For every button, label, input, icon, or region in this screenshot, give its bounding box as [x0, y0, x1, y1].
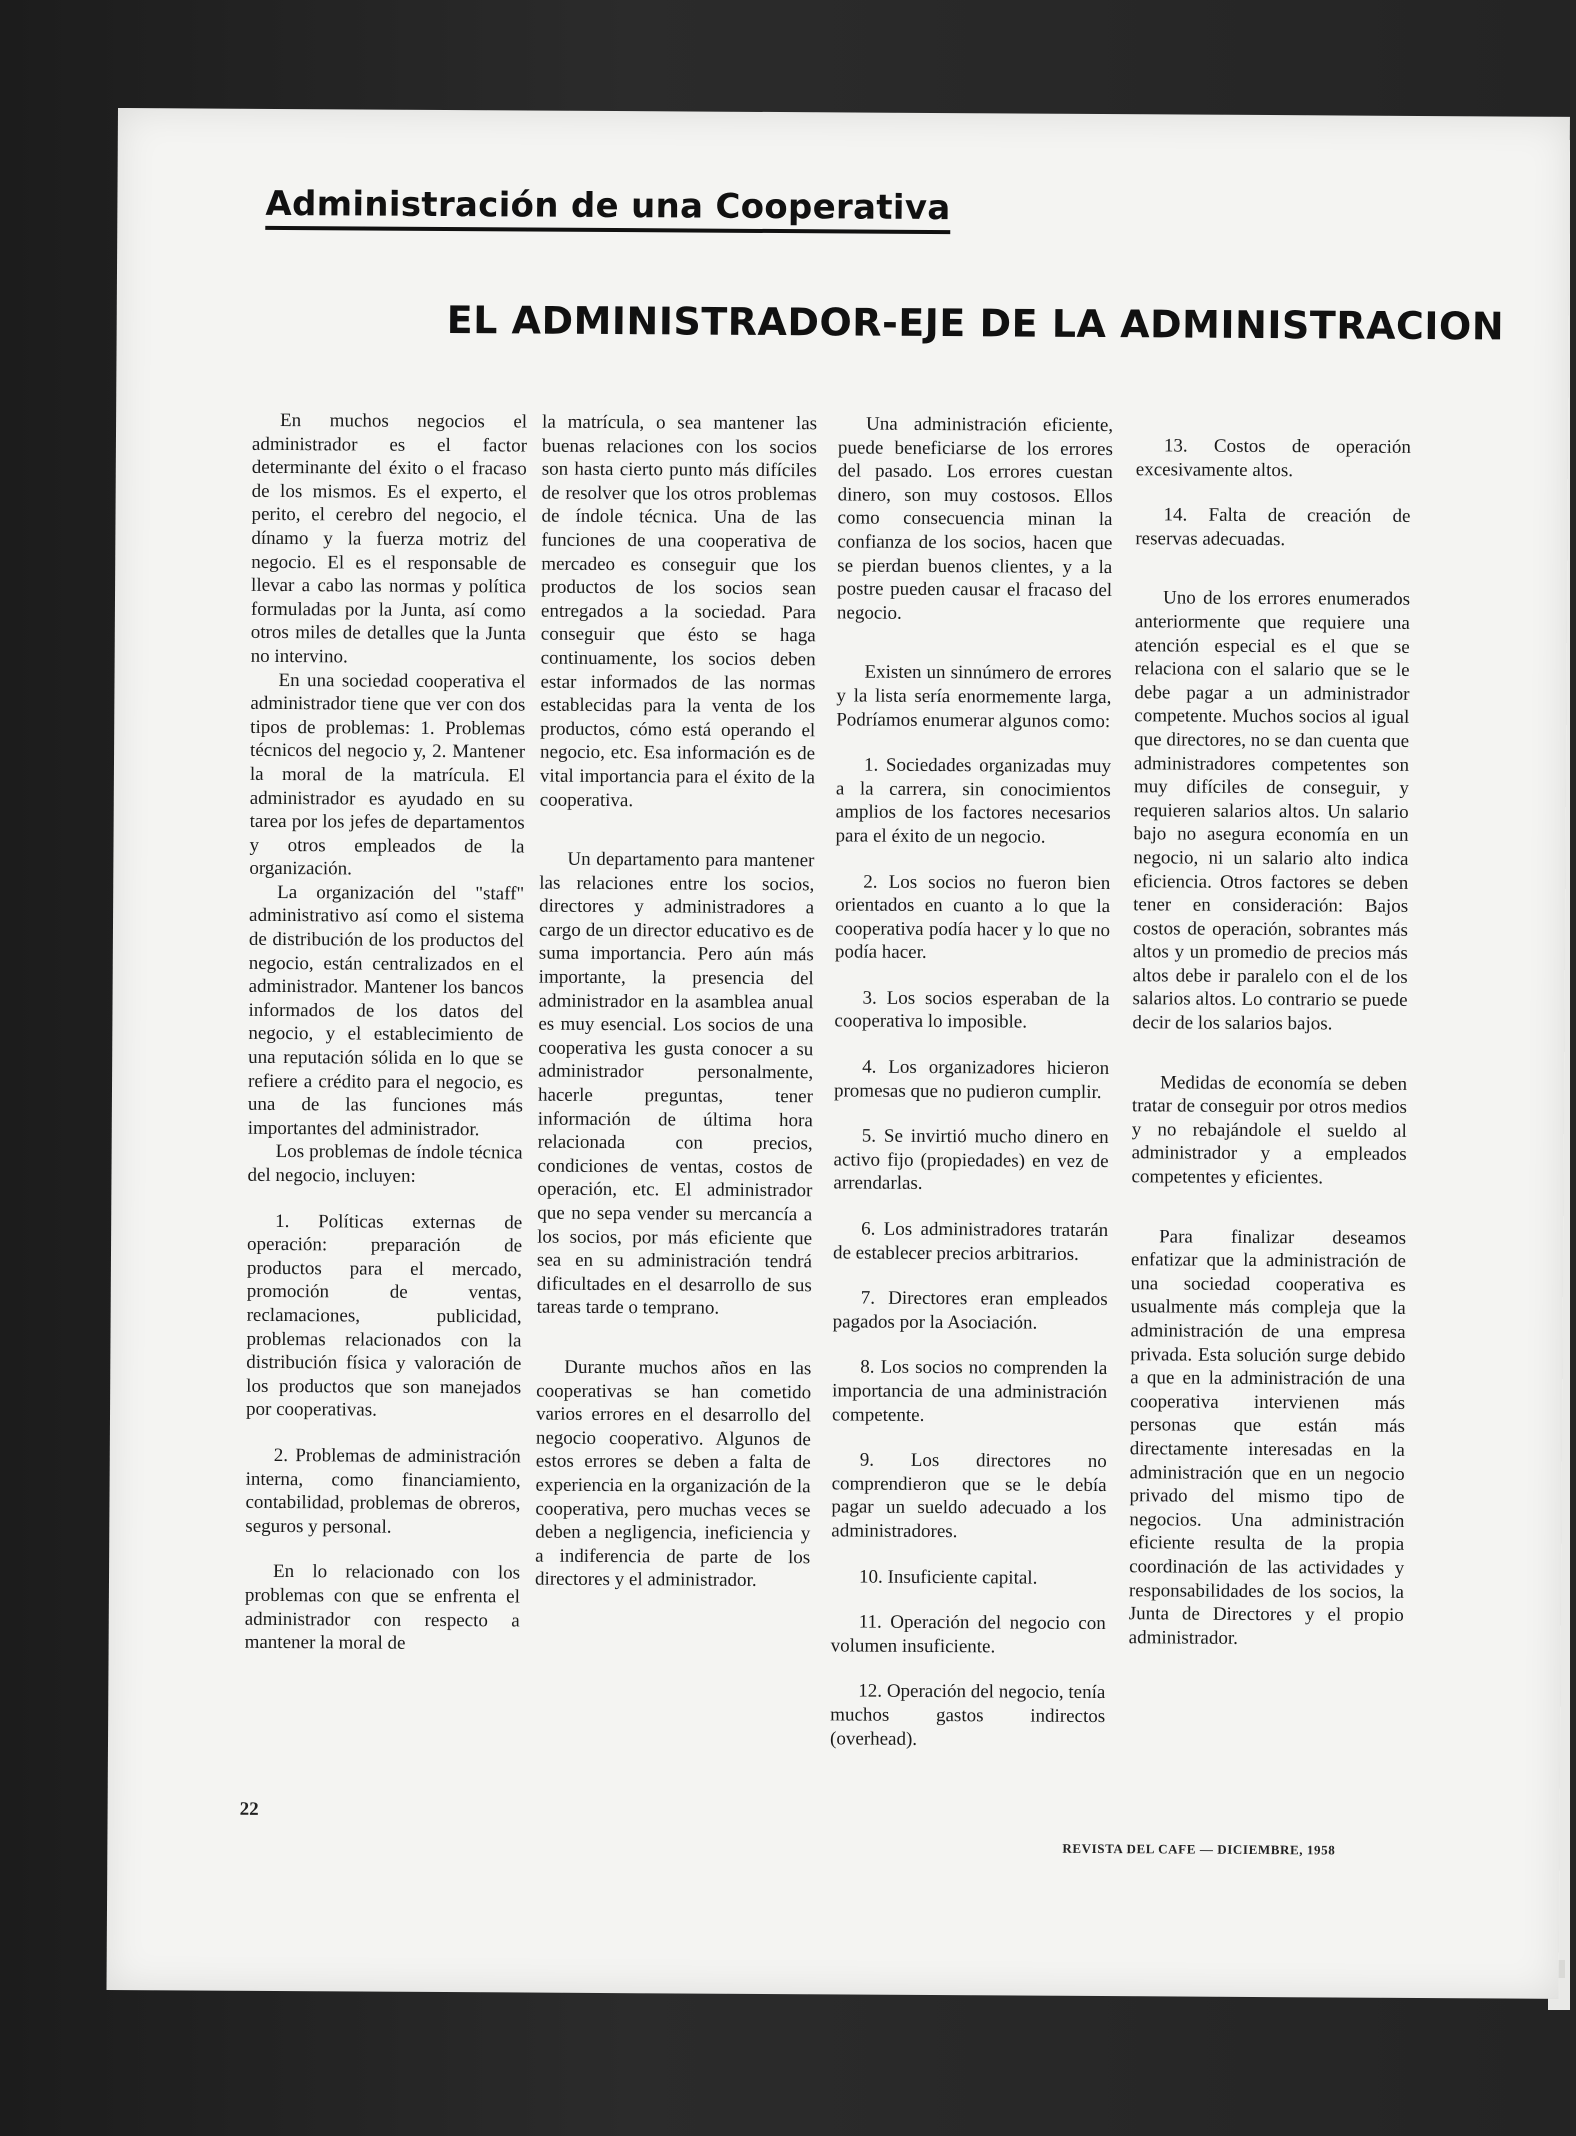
- page-number: 22: [239, 1798, 259, 1820]
- list-item: 4. Los organizadores hicieron promesas que no pudieron cumplir.: [833, 1056, 1110, 1103]
- paragraph: Existen un sinnúmero de errores y la lista sería enormemente larga, Podríamos enumerar algunos como:: [836, 661, 1112, 732]
- paragraph: Durante muchos años en las cooperativas se han cometido varios errores en el desarrollo del negocio cooperativo. Algunos de estos errores se deben a falta de experiencia en la organización de la cooperativa, pero muchas veces se deben a negligencia, ineficiencia y a indiferencia de parte de los directores y el administrador.: [534, 1356, 812, 1592]
- paragraph: Los problemas de índole técnica del negocio, incluyen:: [247, 1141, 523, 1187]
- list-item: 8. Los socios no comprenden la importancia de una administración competente.: [831, 1356, 1108, 1426]
- list-item: 2. Problemas de administración interna, como financiamiento, contabilidad, problemas de obreros, seguros y personal.: [245, 1444, 521, 1538]
- list-item: 7. Directores eran empleados pagados por la Asociación.: [832, 1287, 1108, 1334]
- article-column-2: [535, 411, 817, 1594]
- list-item: 1. Sociedades organizadas muy a la carrera, sin conocimientos amplios de los factores necesarios para el éxito de un negocio.: [835, 754, 1112, 848]
- article-column-3: [830, 412, 1113, 1752]
- paragraph: En una sociedad cooperativa el administrador tiene que ver con dos tipos de problemas: 1. Problemas técnicos del negocio y, 2. Mantener la moral de la matrícula. El administrador es ayudado en su tarea por los jefes de departamentos y otros empleados de la organización.: [249, 669, 526, 880]
- article-column-4: [1129, 414, 1412, 1651]
- paragraph: Medidas de economía se deben tratar de conseguir por otros medios y no rebajándole el sueldo al administrador y a empleados competentes y eficientes.: [1131, 1072, 1408, 1189]
- publication-footer: REVISTA DEL CAFE — DICIEMBRE, 1958: [1062, 1840, 1336, 1858]
- paragraph: En lo relacionado con los problemas con que se enfrenta el administrador con respecto a mantener la moral de: [244, 1561, 521, 1654]
- list-item: 1. Políticas externas de operación: preparación de productos para el mercado, promoción de ventas, reclamaciones, publicidad, problemas relacionados con la distribución física y valoración de los productos que son manejados por cooperativas.: [245, 1210, 523, 1421]
- list-item: 3. Los socios esperaban de la cooperativa lo imposible.: [834, 987, 1110, 1034]
- paragraph: La organización del "staff" administrativo así como el sistema de distribución de los productos del negocio, están centralizados en el administrador. Mantener los bancos informados de los datos del negocio, y el establecimiento de una reputación sólida en lo que se refiere a crédito para el negocio, es una de las funciones más importantes del administrador.: [247, 881, 525, 1141]
- article-column-1: [245, 409, 528, 1656]
- list-item: 2. Los socios no fueron bien orientados en cuanto a lo que la cooperativa podía hacer y lo que no podía hacer.: [834, 871, 1111, 964]
- list-item: 11. Operación del negocio con volumen insuficiente.: [830, 1611, 1106, 1658]
- list-item: 5. Se invirtió mucho dinero en activo fijo (propiedades) en vez de arrendarlas.: [833, 1125, 1109, 1195]
- list-item: 9. Los directores no comprendieron que se le debía pagar un sueldo adecuado a los administradores.: [831, 1449, 1107, 1543]
- list-item: 13. Costos de operación excesivamente altos.: [1135, 435, 1412, 481]
- section-heading: Administración de una Cooperativa: [265, 184, 950, 234]
- list-item: 12. Operación del negocio, tenía muchos gastos indirectos (overhead).: [829, 1680, 1106, 1750]
- paragraph: En muchos negocios el administrador es el factor determinante del éxito o el fracaso de los mismos. Es el experto, el perito, el cerebro del negocio, el dínamo y la fuerza motriz del negocio. El es el responsable de llevar a cabo las normas y política formuladas por la Junta, así como otros miles de detalles que la Junta no intervino.: [250, 409, 528, 668]
- list-item: 6. Los administradores tratarán de establecer precios arbitrarios.: [832, 1218, 1109, 1265]
- list-item: 10. Insuficiente capital.: [858, 1566, 1038, 1589]
- article-title: EL ADMINISTRADOR-EJE DE LA ADMINISTRACION: [446, 298, 1505, 349]
- magazine-page: [107, 108, 1570, 1999]
- paragraph: Uno de los errores enumerados anteriormente que requiere una atención especial es el que se relaciona con el salario que se le debe pagar a un administrador competente. Muchos socios al igual que directores, no se dan cuenta que administradores competentes son muy difíciles de conseguir, y requieren salarios altos. Un salario bajo no asegura economía en un negocio, ni un salario alto indica eficiencia. Otros factores se deben tener en consideración: Bajos costos de operación, sobrantes más altos y un promedio de precios más altos debe ir paralelo con el de los salarios altos. Lo contrario se puede decir de los salarios bajos.: [1132, 587, 1411, 1035]
- paragraph: la matrícula, o sea mantener las buenas relaciones con los socios son hasta cierto punto más difíciles de resolver que los otros problemas de índole técnica. Una de las funciones de una cooperativa de mercadeo es conseguir que los productos de los socios sean entregados a la sociedad. Para conseguir que ésto se haga continuamente, los socios deben estar informados de las normas establecidas para la venta de los productos, cómo está operando el negocio, etc. Esa información es de vital importancia para el éxito de la cooperativa.: [539, 411, 818, 811]
- paragraph: Una administración eficiente, puede beneficiarse de los errores del pasado. Los errores cuestan dinero, son muy costosos. Ellos como consecuencia minan la confianza de los socios, hacen que se pierdan buenos clientes, y a la postre pueden causar el fracaso del negocio.: [836, 413, 1114, 624]
- paragraph: Un departamento para mantener las relaciones entre los socios, directores y administradores a cargo de un director educativo es de suma importancia. Pero aún más importante, la presencia del administrador en la asamblea anual es muy esencial. Los socios de una cooperativa les gusta conocer a su administrador personalmente, hacerle preguntas, tener información de última hora relacionada con precios, condiciones de ventas, costos de operación, etc. El administrador que no sepa vender su mercancía a los socios, por más eficiente que sea en su administración tendrá dificultades en el desarrollo de sus tareas tarde o temprano.: [536, 848, 815, 1320]
- list-item: 14. Falta de creación de reservas adecuadas.: [1135, 504, 1411, 550]
- paragraph: Para finalizar deseamos enfatizar que la administración de una sociedad cooperativa es usualmente más compleja que la administración de una empresa privada. Esta solución surge debido a que en la administración de una cooperativa intervienen más personas que están más directamente interesadas en la administración que en un negocio privado del mismo tipo de negocios. Una administración eficiente resulta de la propia coordinación de las actividades y responsabilidades de los socios, la Junta de Directores y el propio administrador.: [1128, 1226, 1407, 1649]
